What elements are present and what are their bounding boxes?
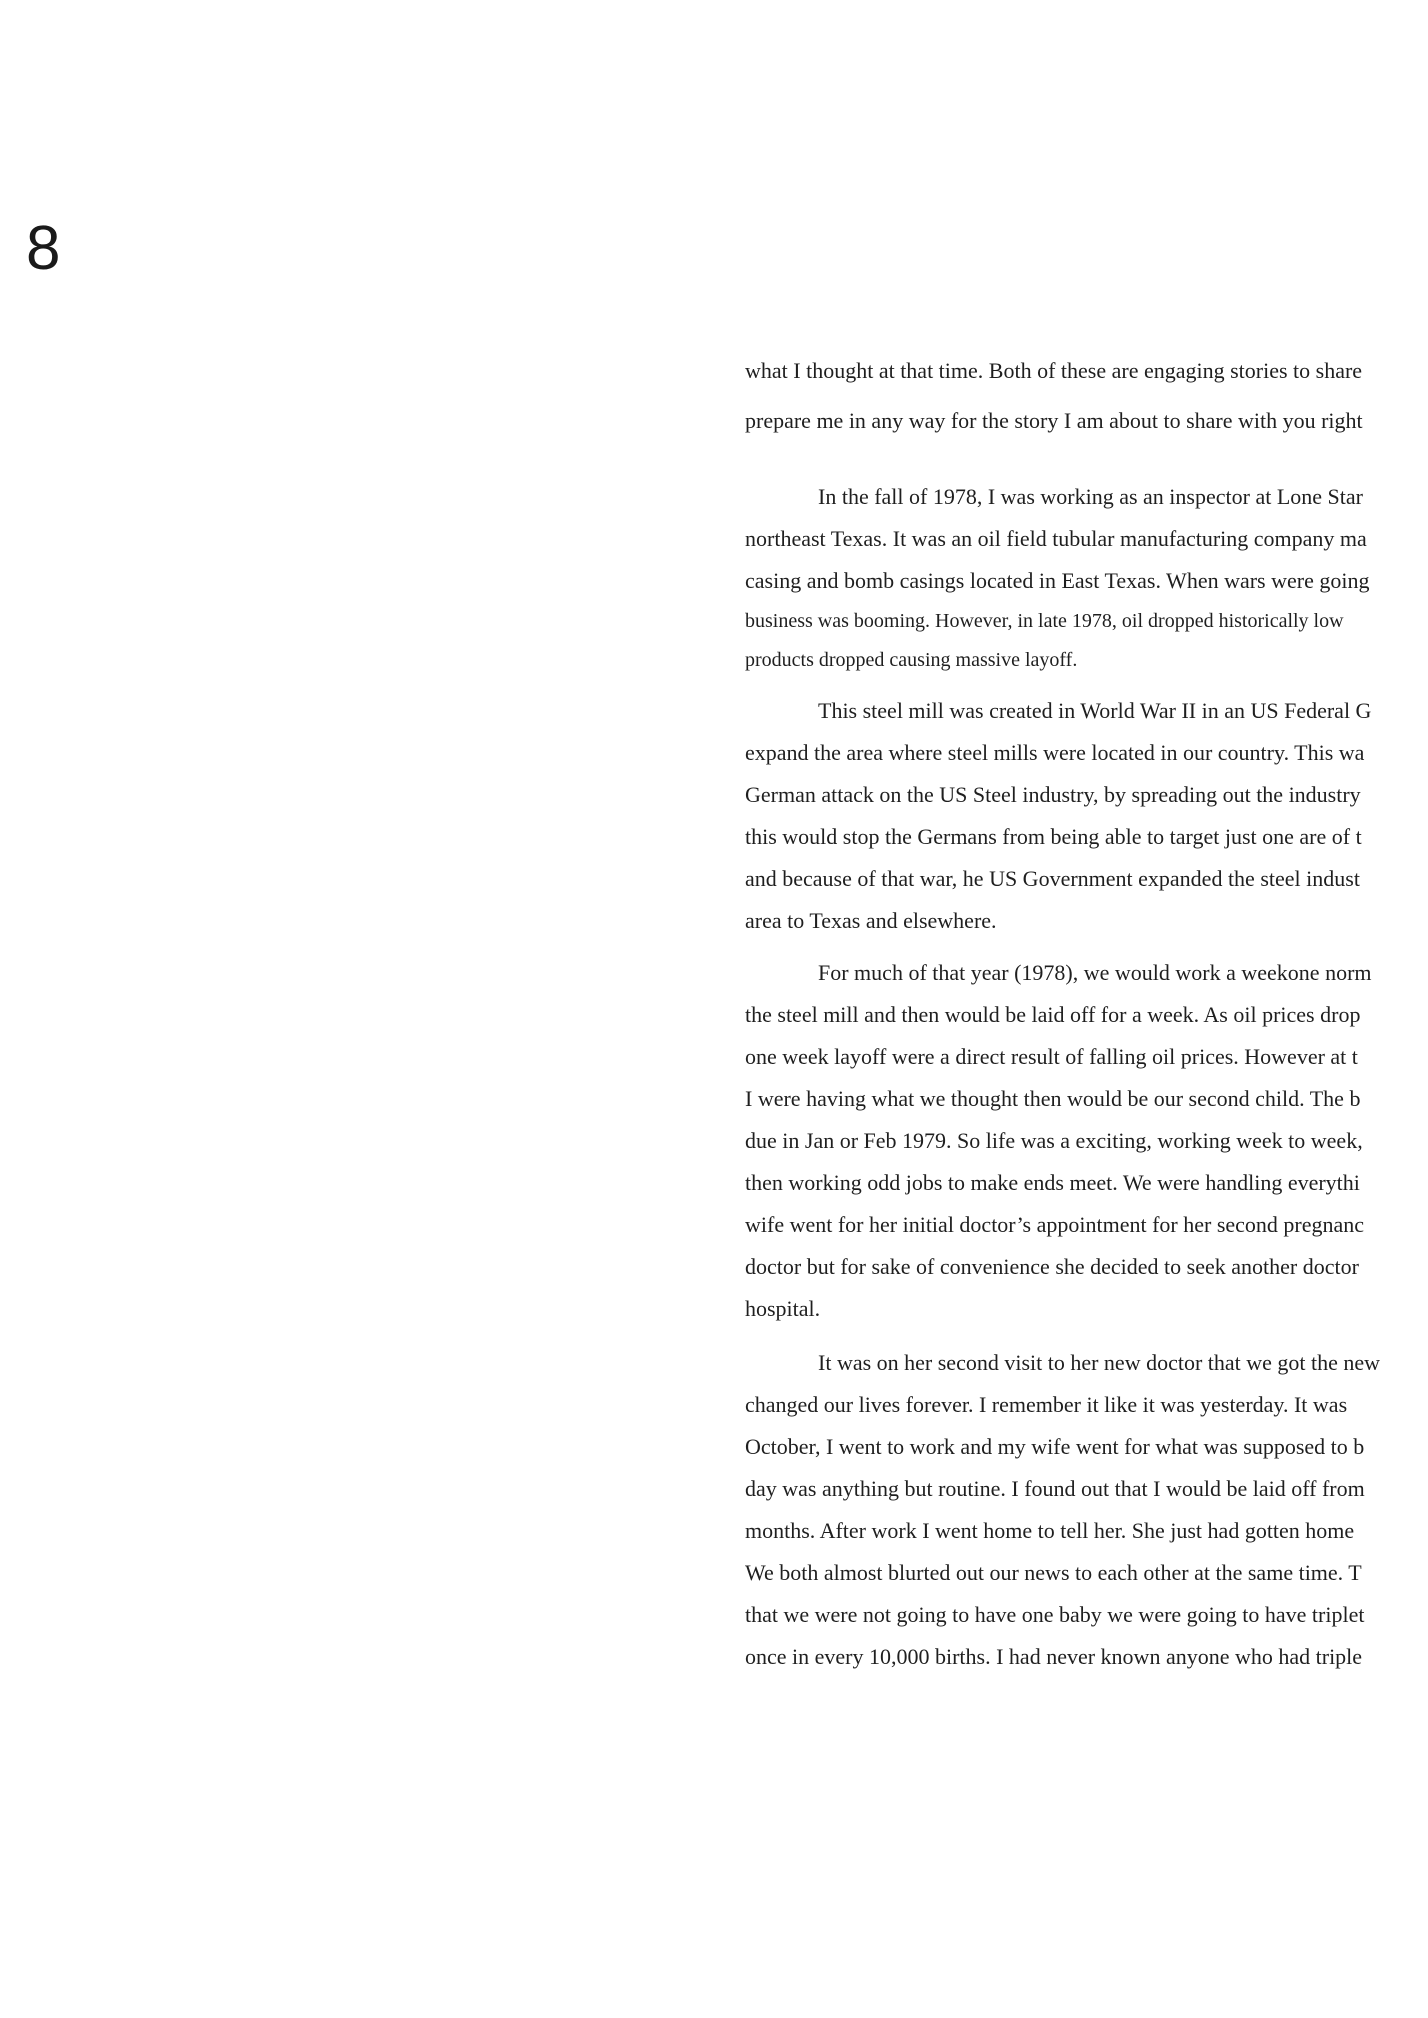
text-line: I were having what we thought then would be our second child. The b <box>745 1086 1361 1111</box>
body-text <box>745 346 1428 1678</box>
text-line: doctor but for sake of convenience she decided to seek another doctor <box>745 1254 1359 1279</box>
text-line: changed our lives forever. I remember it like it was yesterday. It was <box>745 1392 1348 1417</box>
text-line: In the fall of 1978, I was working as an inspector at Lone Star <box>818 484 1363 509</box>
text-line: expand the area where steel mills were located in our country. This wa <box>745 740 1365 765</box>
text-line: prepare me in any way for the story I am about to share with you right <box>745 408 1363 433</box>
paragraph-5 <box>745 1342 1428 1678</box>
paragraph-3 <box>745 690 1428 942</box>
text-line: due in Jan or Feb 1979. So life was a exciting, working week to week, <box>745 1128 1363 1153</box>
text-line: once in every 10,000 births. I had never known anyone who had triple <box>745 1644 1363 1669</box>
page-number: 8 <box>26 214 61 283</box>
text-line: and because of that war, he US Government expanded the steel indust <box>745 866 1360 891</box>
text-line: We both almost blurted out our news to each other at the same time. T <box>745 1560 1362 1585</box>
text-line: products dropped causing massive layoff. <box>745 649 1078 671</box>
text-line: that we were not going to have one baby we were going to have triplet <box>745 1602 1365 1627</box>
text-line: then working odd jobs to make ends meet. We were handling everythi <box>745 1170 1360 1195</box>
text-line: casing and bomb casings located in East Texas. When wars were going <box>745 568 1370 593</box>
text-line: wife went for her initial doctor’s appointment for her second pregnanc <box>745 1212 1365 1237</box>
text-line: German attack on the US Steel industry, by spreading out the industry <box>745 782 1361 807</box>
text-line: area to Texas and elsewhere. <box>745 908 997 933</box>
text-line: For much of that year (1978), we would work a weekone norm <box>818 960 1372 985</box>
text-line: This steel mill was created in World War II in an US Federal G <box>818 698 1372 723</box>
text-line: day was anything but routine. I found out that I would be laid off from <box>745 1476 1365 1501</box>
paragraph-1 <box>745 346 1428 446</box>
text-line: one week layoff were a direct result of falling oil prices. However at t <box>745 1044 1358 1069</box>
text-line: northeast Texas. It was an oil field tubular manufacturing company ma <box>745 526 1367 551</box>
text-line: what I thought at that time. Both of these are engaging stories to share <box>745 358 1363 383</box>
paragraph-4 <box>745 952 1428 1330</box>
text-line: the steel mill and then would be laid off for a week. As oil prices drop <box>745 1002 1361 1027</box>
text-line: hospital. <box>745 1296 821 1321</box>
text-line: this would stop the Germans from being able to target just one are of t <box>745 824 1362 849</box>
text-line: months. After work I went home to tell her. She just had gotten home <box>745 1518 1355 1543</box>
paragraph-2 <box>745 476 1428 680</box>
text-line: business was booming. However, in late 1978, oil dropped historically low <box>745 610 1344 632</box>
text-line: It was on her second visit to her new doctor that we got the new <box>818 1350 1381 1375</box>
text-line: October, I went to work and my wife went for what was supposed to b <box>745 1434 1365 1459</box>
